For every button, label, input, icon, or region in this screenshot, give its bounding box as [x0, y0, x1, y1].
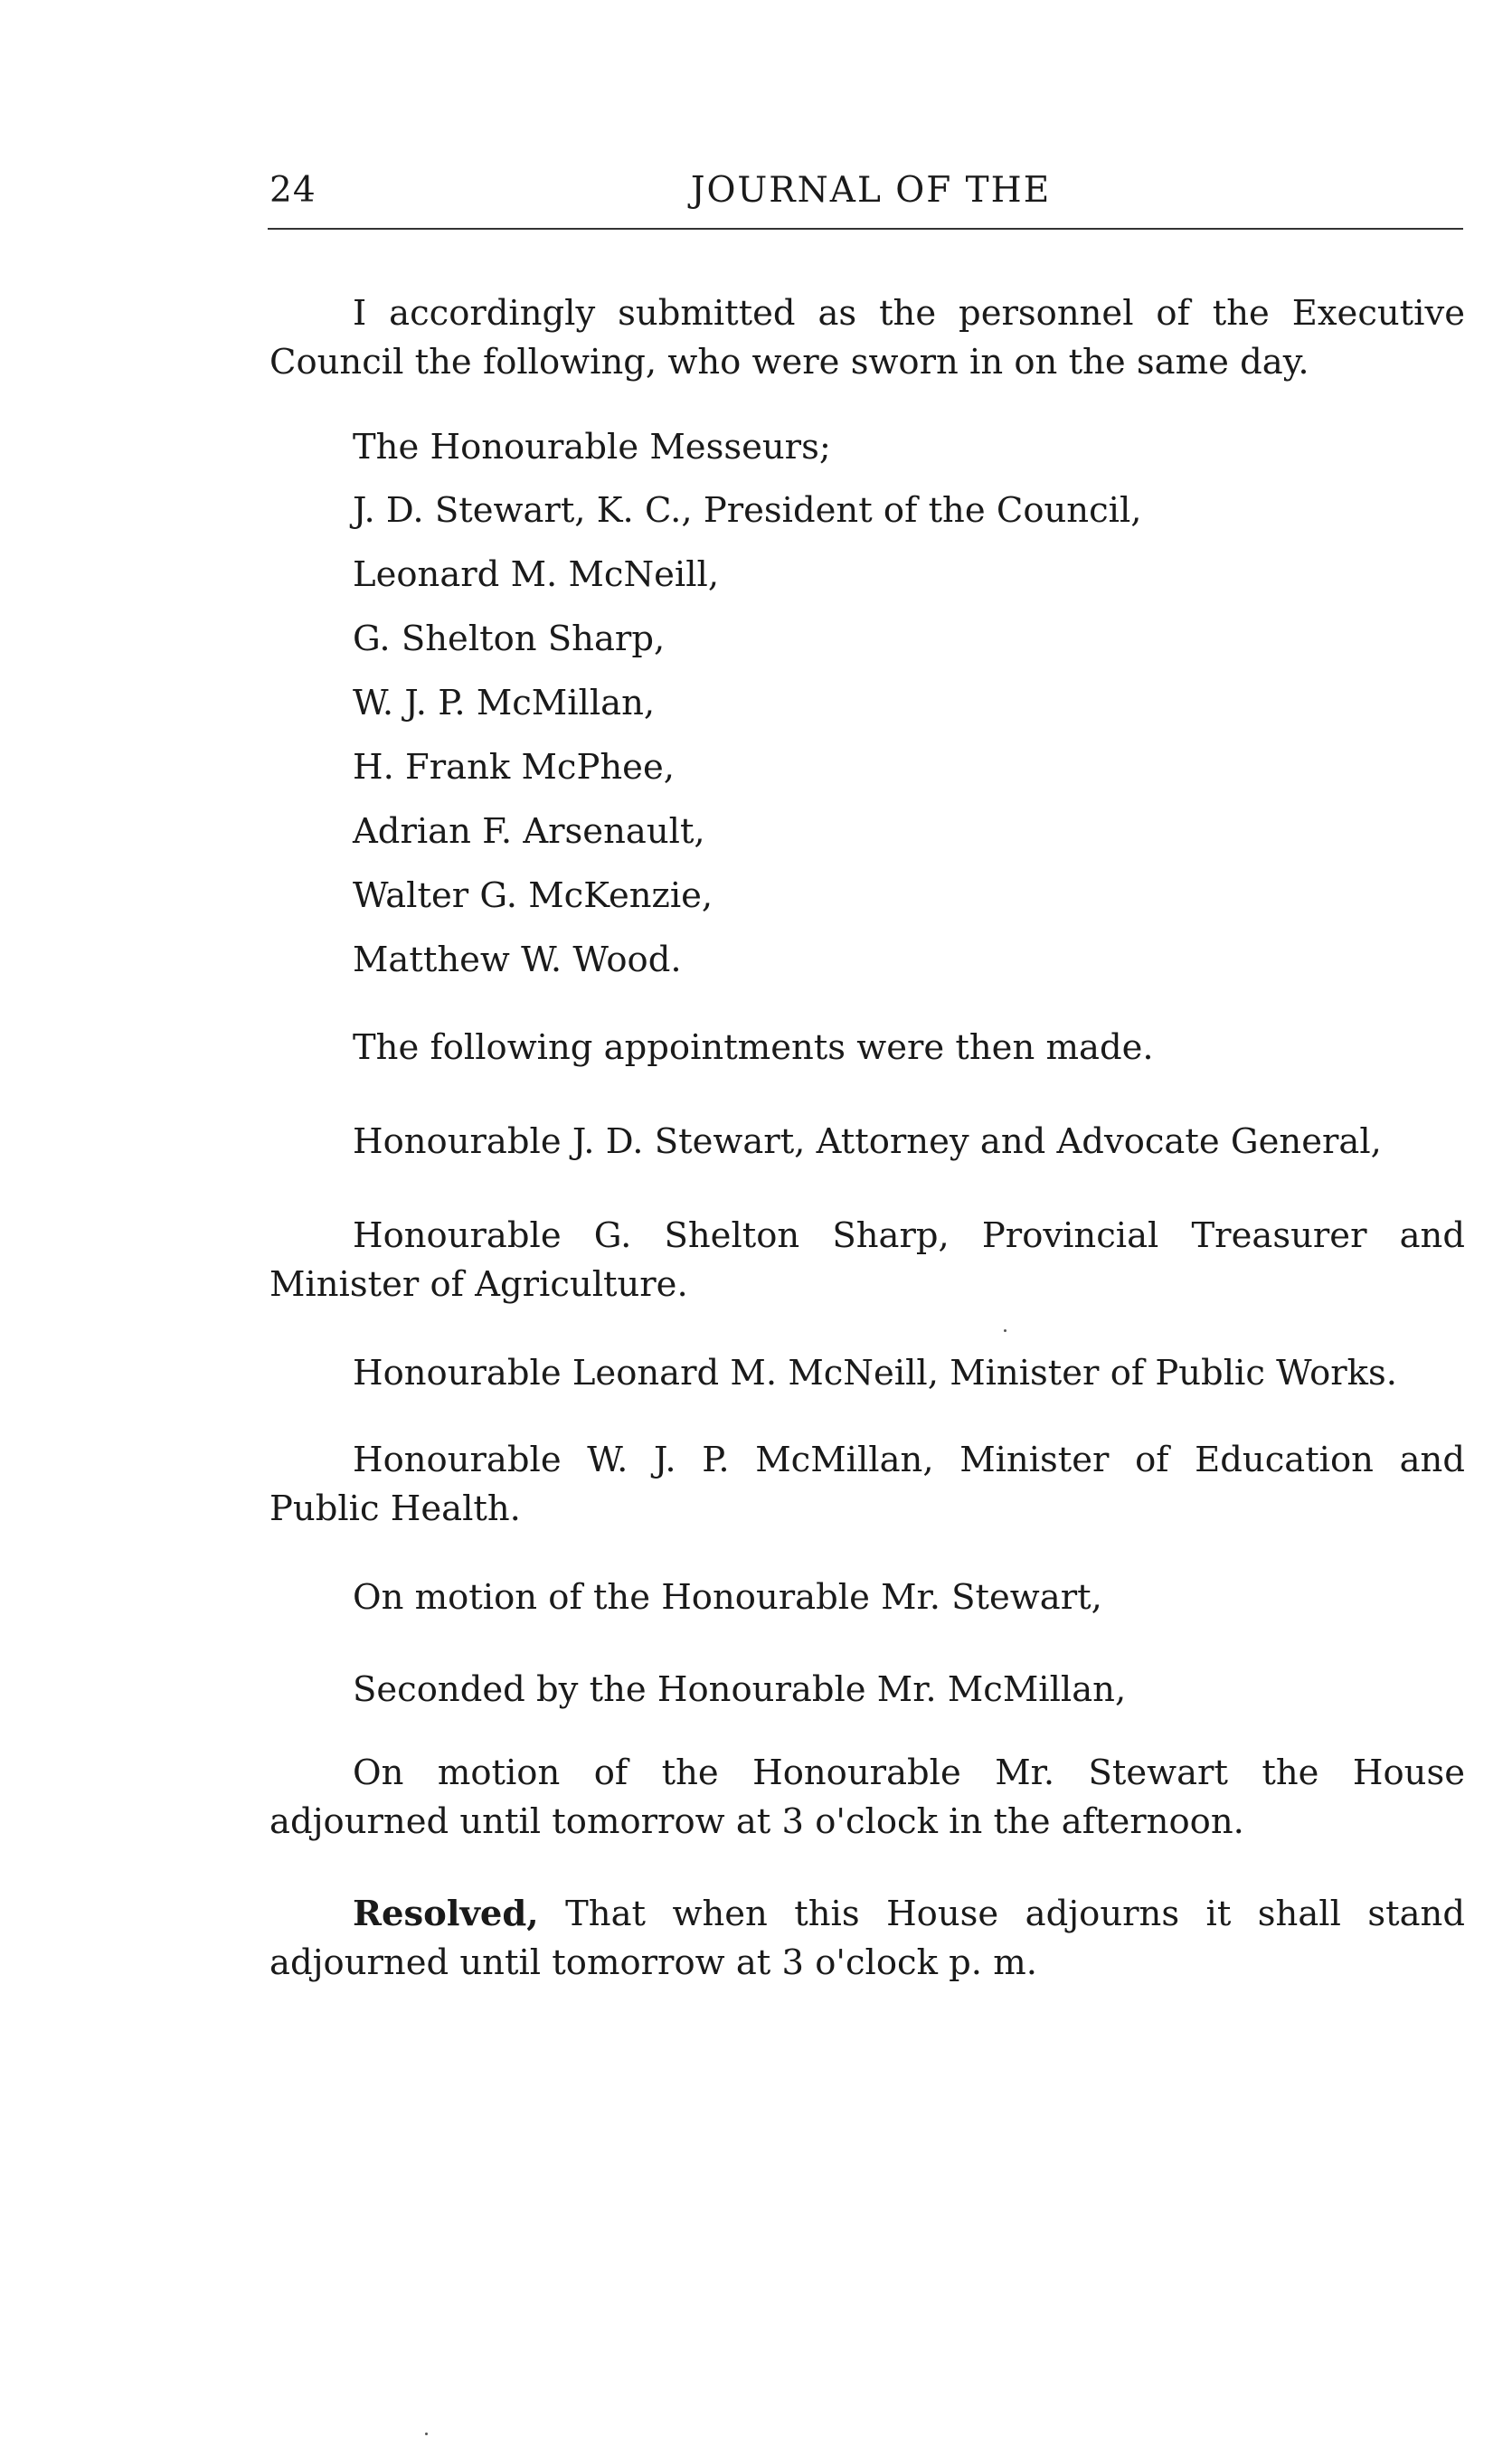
page-header — [269, 163, 1463, 217]
council-member: Walter G. McKenzie, — [353, 875, 713, 916]
running-head: JOURNAL OF THE — [690, 170, 1052, 211]
header-rule — [268, 228, 1463, 230]
resolved-label: Resolved, — [353, 1894, 539, 1934]
resolved-text: That when this House adjourns it shall stand adjourned until tomorrow at 3 o'clock p. m. — [269, 1894, 1465, 1983]
council-member: J. D. Stewart, K. C., President of the Council, — [353, 490, 1142, 531]
mcmillan-appointment: Honourable W. J. P. McMillan, Minister of Education and Public Health. — [269, 1440, 1465, 1529]
council-members-list — [353, 487, 1142, 1000]
council-member: G. Shelton Sharp, — [353, 619, 666, 659]
sharp-appointment: Honourable G. Shelton Sharp, Provincial Treasurer and Minister of Agriculture. — [269, 1215, 1465, 1305]
page-number: 24 — [269, 170, 317, 211]
council-member: W. J. P. McMillan, — [353, 683, 656, 723]
council-member: Leonard M. McNeill, — [353, 554, 720, 595]
stewart-appointment: Honourable J. D. Stewart, Attorney and Advocate General, — [353, 1121, 1382, 1162]
print-speck — [425, 2433, 428, 2435]
council-member: Matthew W. Wood. — [353, 940, 682, 980]
print-speck — [1004, 1329, 1006, 1332]
appointments-intro: The following appointments were then made. — [353, 1027, 1154, 1068]
motion-line: On motion of the Honourable Mr. Stewart, — [353, 1577, 1102, 1618]
mcneill-appointment: Honourable Leonard M. McNeill, Minister of Public Works. — [353, 1353, 1397, 1394]
messeurs-line: The Honourable Messeurs; — [353, 427, 831, 468]
council-member: H. Frank McPhee, — [353, 747, 675, 788]
council-member: Adrian F. Arsenault, — [353, 811, 705, 852]
resolved-paragraph — [269, 1890, 1465, 1988]
adjournment-paragraph: On motion of the Honourable Mr. Stewart the House adjourned until tomorrow at 3 o'clock in the afternoon. — [269, 1753, 1465, 1842]
seconded-line: Seconded by the Honourable Mr. McMillan, — [353, 1669, 1127, 1710]
intro-paragraph: I accordingly submitted as the personnel of the Executive Council the following, who were sworn in on the same day. — [269, 293, 1465, 383]
